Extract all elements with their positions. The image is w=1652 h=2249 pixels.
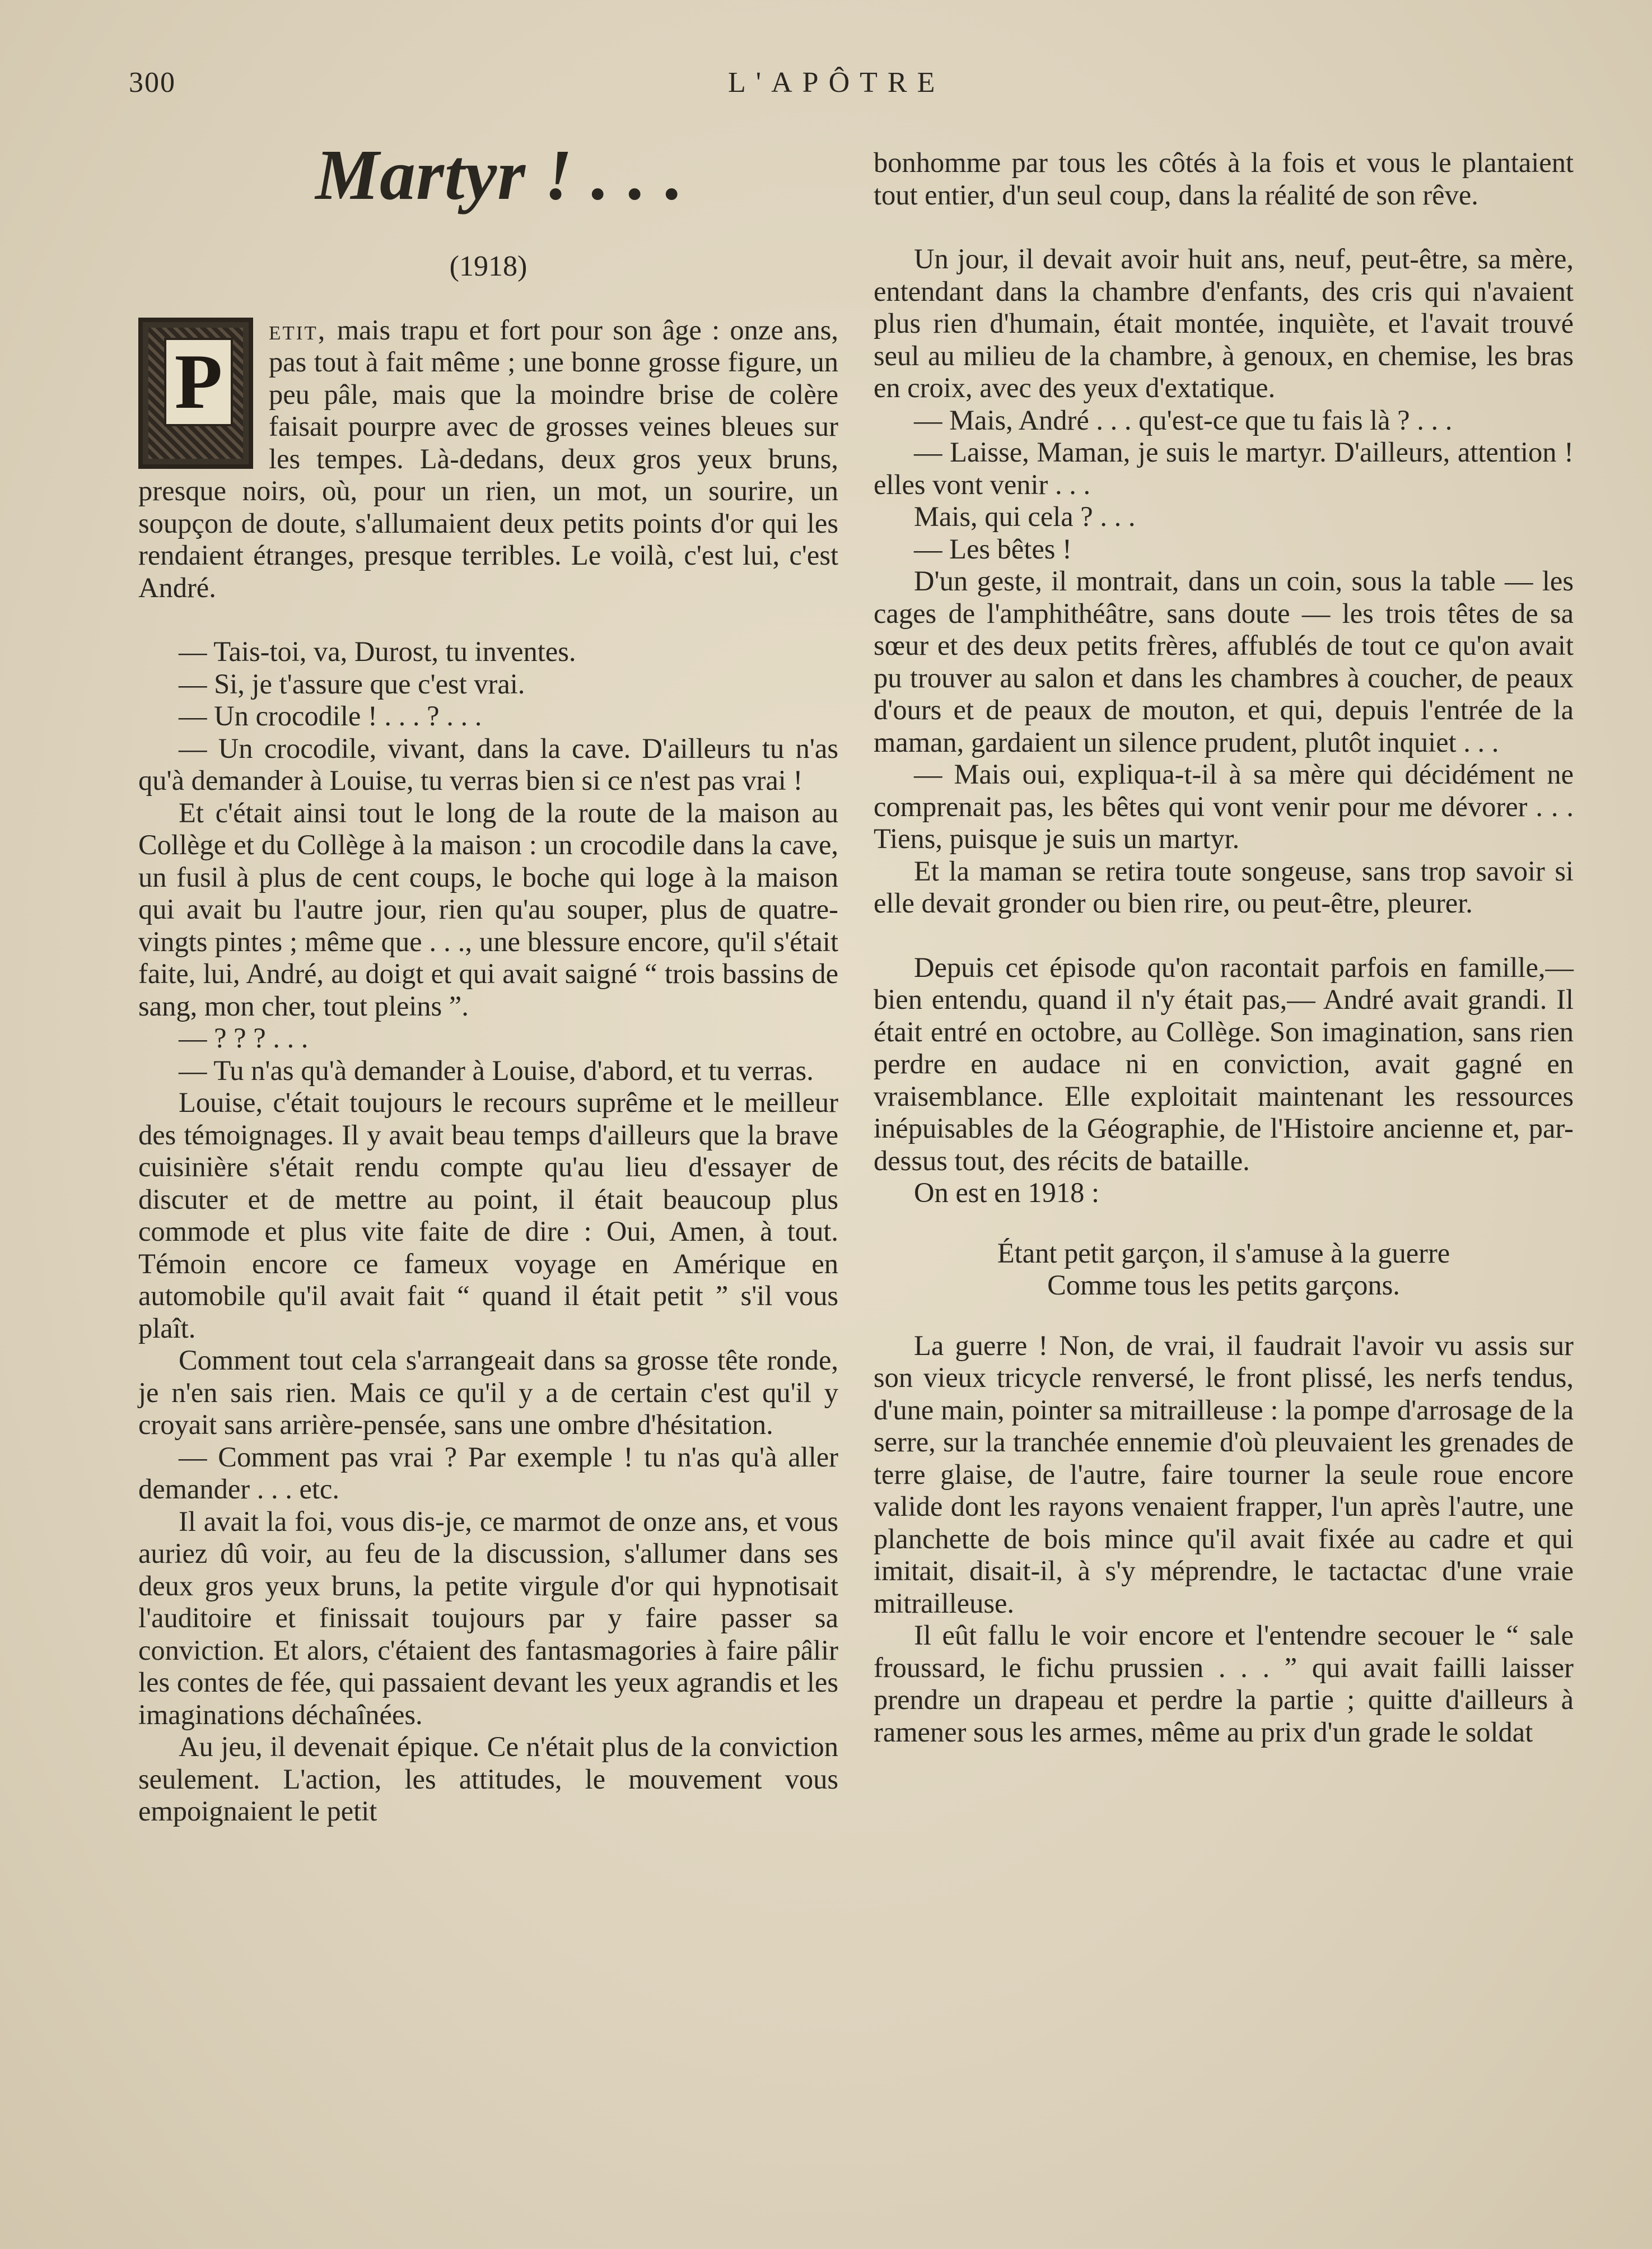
paragraph: — Les bêtes ! [914,533,1072,565]
journal-title: L'APÔTRE [728,67,945,99]
paragraph: — Mais, André . . . qu'est-ce que tu fais là ? . . . [914,404,1453,436]
ornamental-dropcap [138,318,253,469]
article-title: Martyr ! . . . [315,135,684,215]
paragraph: D'un geste, il montrait, dans un coin, sous la table — les cages de l'amphithéâtre, sans doute — les trois têtes de sa sœur et des deux petits frères, affublés de tout ce qu'on avait pu trouver au salon et dans les chambres à coucher, de peaux d'ours et de peaux de mouton, et qui, depuis l'entrée de la maman, gardaient un silence prudent, plutôt inquiet . . . [874,565,1574,758]
verse-line: Comme tous les petits garçons. [1047,1269,1400,1301]
paragraph: — Mais oui, expliqua-t-il à sa mère qui décidément ne comprenait pas, les bêtes qui vont venir pour me dévorer . . . Tiens, puisque je suis un martyr. [874,758,1574,854]
paragraph: Et c'était ainsi tout le long de la route de la maison au Collège et du Collège à la maison : un crocodile dans la cave, un fusil à plus de cent coups, le boche qui loge à la maison qui avait bu l'autre jour, rien qu'au souper, plus de quatre-vingts pintes ; même que . . ., une blessure encore, qu'il s'était faite, lui, André, au doigt et qui avait saigné “ trois bassins de sang, mon cher, tout pleins ”. [138,797,838,1022]
paragraph [138,314,838,604]
paragraph: — Tais-toi, va, Durost, tu inventes. [179,636,576,667]
dropcap-letter: P [174,338,223,425]
first-word-rest: etit, [269,314,327,346]
left-column [138,133,838,1828]
paragraph: Mais, qui cela ? . . . [914,501,1136,532]
paragraph: — Un crocodile, vivant, dans la cave. D'ailleurs tu n'as qu'à demander à Louise, tu verras bien si ce n'est pas vrai ! [138,732,838,796]
paragraph: Un jour, il devait avoir huit ans, neuf, peut-être, sa mère, entendant dans la chambre d'enfants, des cris qui n'avaient plus rien d'humain, était montée, inquiète, et l'avait trouvé seul au milieu de la chambre, à genoux, en chemise, les bras en croix, avec des yeux d'extatique. [874,243,1574,403]
paragraph: Louise, c'était toujours le recours suprême et le meilleur des témoignages. Il y avait beau temps d'ailleurs que la brave cuisinière s'était rendu compte qu'au lieu d'essayer de discuter et de mettre au point, il était beaucoup plus commode et plus vite faite de dire : Oui, Amen, à tout. Témoin encore ce fameux voyage en Amérique en automobile qu'il avait fait “ quand il était petit ” s'il vous plaît. [138,1087,838,1344]
paragraph: Il avait la foi, vous dis-je, ce marmot de onze ans, et vous auriez dû voir, au feu de la discussion, s'allumer dans ses deux gros yeux bruns, la petite virgule d'or qui hypnotisait l'auditoire et finissait toujours par y faire passer sa conviction. Et alors, c'étaient des fantasmagories à faire pâlir les contes de fée, qui passaient devant les yeux agrandis et les imaginations déchaînées. [138,1505,838,1730]
paragraph: On est en 1918 : [914,1177,1100,1208]
paragraph-text: mais trapu et fort pour son âge : onze ans, pas tout à fait même ; une bonne grosse figure, un peu pâle, mais que la moindre brise de colère faisait pourpre avec de grosses veines bleues sur les tempes. Là-dedans, deux gros yeux bruns, presque noirs, où, pour un rien, un mot, un sourire, un soupçon de doute, s'allumaient deux petits points d'or qui les rendaient étranges, presque terribles. Le voilà, c'est lui, c'est André. [138,314,838,603]
paragraph: Depuis cet épisode qu'on racontait parfois en famille,— bien entendu, quand il n'y était pas,— André avait grandi. Il était entré en octobre, au Collège. Son imagination, sans rien perdre en audace ni en conviction, avait gagné en vraisemblance. Elle exploitait maintenant les ressources inépuisables de la Géographie, de l'Histoire ancienne et, par-dessus tout, des récits de bataille. [874,951,1574,1176]
running-head [129,66,1585,111]
paragraph: — ? ? ? . . . [179,1022,309,1054]
right-column [874,147,1574,1748]
paragraph: — Un crocodile ! . . . ? . . . [179,700,482,732]
paragraph: — Laisse, Maman, je suis le martyr. D'ailleurs, attention ! elles vont venir . . . [874,436,1574,500]
paragraph: Comment tout cela s'arrangeait dans sa grosse tête ronde, je n'en sais rien. Mais ce qu'il y a de certain c'est qu'il y croyait sans arrière-pensée, sans une ombre d'hésitation. [138,1344,838,1440]
paragraph: Il eût fallu le voir encore et l'entendre secouer le “ sale froussard, le fichu prussien . . . ” qui avait failli laisser prendre un drapeau et perdre la partie ; quitte d'ailleurs à ramener sous les armes, même au prix d'un grade le soldat [874,1619,1574,1748]
paragraph: Et la maman se retira toute songeuse, sans trop savoir si elle devait gronder ou bien rire, ou peut-être, pleurer. [874,855,1574,919]
paragraph: La guerre ! Non, de vrai, il faudrait l'avoir vu assis sur son vieux tricycle renversé, le front plissé, les nerfs tendus, d'une main, pointer sa mitrailleuse : la pompe d'arrosage de la serre, sur la tranchée ennemie d'où pleuvaient les grenades de terre glaise, de l'autre, faire tourner la seule roue encore valide dont les rayons venaient frapper, l'un après l'autre, une planchette de bois mince qu'il avait fixée au cadre et qui imitait, disait-il, à s'y méprendre, le tactactac d'une vraie mitrailleuse. [874,1329,1574,1619]
verse-line: Étant petit garçon, il s'amuse à la guerre [997,1237,1450,1269]
verse-quote [874,1237,1574,1302]
paragraph: bonhomme par tous les côtés à la fois et vous le plantaient tout entier, d'un seul coup, dans la réalité de son rêve. [874,147,1574,211]
paragraph: Au jeu, il devenait épique. Ce n'était plus de la conviction seulement. L'action, les attitudes, le mouvement vous empoignaient le petit [138,1731,838,1827]
dropcap-plate [164,338,233,426]
paragraph: — Comment pas vrai ? Par exemple ! tu n'as qu'à aller demander . . . etc. [138,1441,838,1505]
paragraph: — Tu n'as qu'à demander à Louise, d'abord, et tu verras. [179,1054,814,1086]
page-number: 300 [129,67,176,99]
paragraph: — Si, je t'assure que c'est vrai. [179,668,525,700]
article-dateline: (1918) [449,250,528,282]
